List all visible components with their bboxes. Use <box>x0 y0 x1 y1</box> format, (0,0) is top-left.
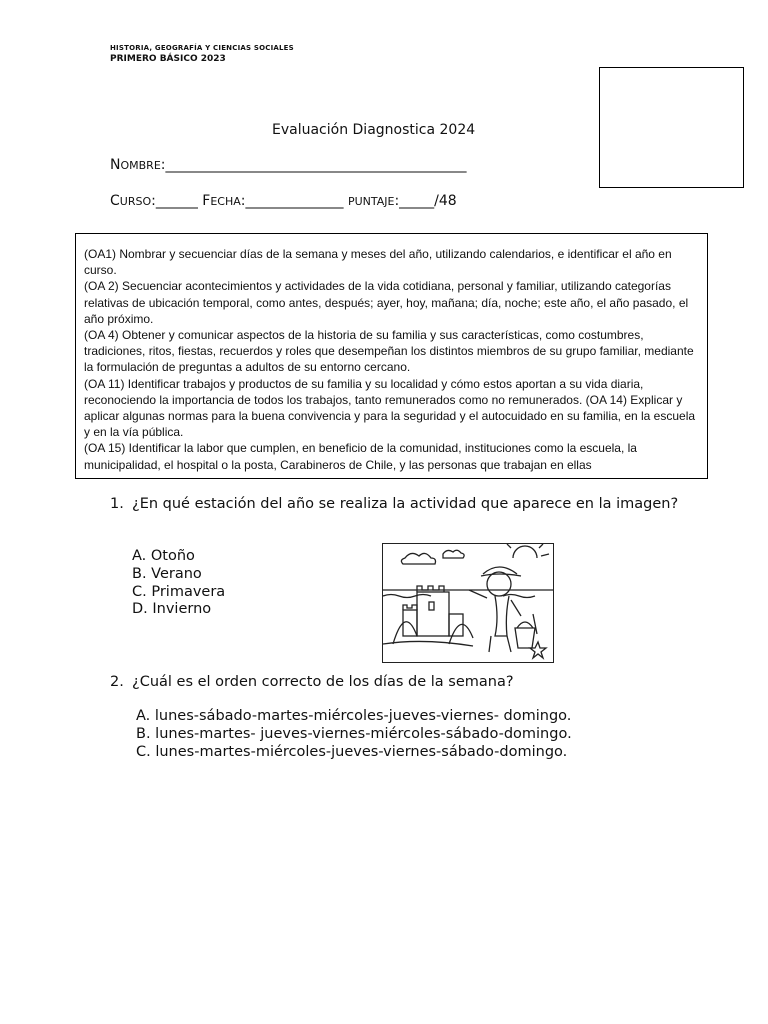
nombre-field[interactable] <box>110 157 467 173</box>
puntaje-label: PUNTAJE <box>347 195 395 208</box>
nombre-initial: N <box>110 157 121 173</box>
beach-sandcastle-illustration <box>382 543 554 663</box>
objective-item: (OA 2) Secuenciar acontecimientos y actividades de la vida cotidiana, personal y familiar, utilizando categorías relativas de ubicación temporal, como antes, después; ayer, hoy, mañana; día, noche; este año, el año pasado, el año próximo. <box>84 279 689 326</box>
objective-item: (OA1) Nombrar y secuenciar días de la semana y meses del año, utilizando calendarios, e identificar el año en curso. <box>84 247 672 278</box>
objectives-box <box>75 233 708 479</box>
nombre-label: OMBRE <box>120 159 161 172</box>
option-b[interactable]: B. Verano <box>132 566 202 582</box>
question-number: 2. <box>110 674 124 690</box>
curso-fecha-puntaje-row <box>110 193 457 209</box>
option-c[interactable]: C. lunes-martes-miércoles-jueves-viernes-sábado-domingo. <box>136 744 568 760</box>
curso-field[interactable] <box>110 193 202 209</box>
grade-header: PRIMERO BÁSICO 2023 <box>110 54 226 64</box>
fecha-line: :______________ <box>240 193 348 209</box>
fecha-field[interactable] <box>202 193 348 209</box>
nombre-line: :___________________________________________ <box>160 157 467 173</box>
subject-header: HISTORIA, GEOGRAFÍA Y CIENCIAS SOCIALES <box>110 44 294 52</box>
objective-item: (OA 15) Identificar la labor que cumplen, en beneficio de la comunidad, instituciones como la escuela, la municipalidad, el hospital o la posta, Carabineros de Chile, y las personas que trabajan en ellas <box>84 441 637 472</box>
fecha-label: ECHA <box>210 195 241 208</box>
puntaje-field[interactable] <box>348 193 457 209</box>
question-number: 1. <box>110 496 124 512</box>
objective-item: (OA 4) Obtener y comunicar aspectos de la historia de su familia y sus características, como costumbres, tradiciones, ritos, fiestas, recuerdos y roles que desempeñan los distintos miembros de su grupo familiar, mediante la formulación de preguntas a adultos de su entorno cercano. <box>84 328 694 375</box>
question-text: ¿En qué estación del año se realiza la actividad que aparece en la imagen? <box>132 496 679 512</box>
curso-line: :______ <box>151 193 203 209</box>
option-a[interactable]: A. lunes-sábado-martes-miércoles-jueves-viernes- domingo. <box>136 708 572 724</box>
curso-label: URSO <box>119 195 152 208</box>
fecha-initial: F <box>202 193 211 209</box>
question-text: ¿Cuál es el orden correcto de los días de la semana? <box>132 674 514 690</box>
objective-item: (OA 11) Identificar trabajos y productos de su familia y su localidad y cómo estos aportan a su vida diaria, reconociendo la importancia de todos los trabajos, tanto remunerados como no remunerados. (OA 14) Explicar y aplicar algunas normas para la buena convivencia y para la seguridad y el autocuidado en su familia, en la escuela y en la vía pública. <box>84 376 696 440</box>
score-box <box>599 67 744 188</box>
question-1 <box>110 495 710 535</box>
puntaje-line: :_____/48 <box>394 193 457 209</box>
page-title: Evaluación Diagnostica 2024 <box>272 122 476 138</box>
option-a[interactable]: A. Otoño <box>132 548 195 564</box>
option-b[interactable]: B. lunes-martes- jueves-viernes-miércoles-sábado-domingo. <box>136 726 572 742</box>
option-c[interactable]: C. Primavera <box>132 584 226 600</box>
option-d[interactable]: D. Invierno <box>132 601 212 617</box>
curso-initial: C <box>110 193 120 209</box>
question-2 <box>110 673 710 693</box>
